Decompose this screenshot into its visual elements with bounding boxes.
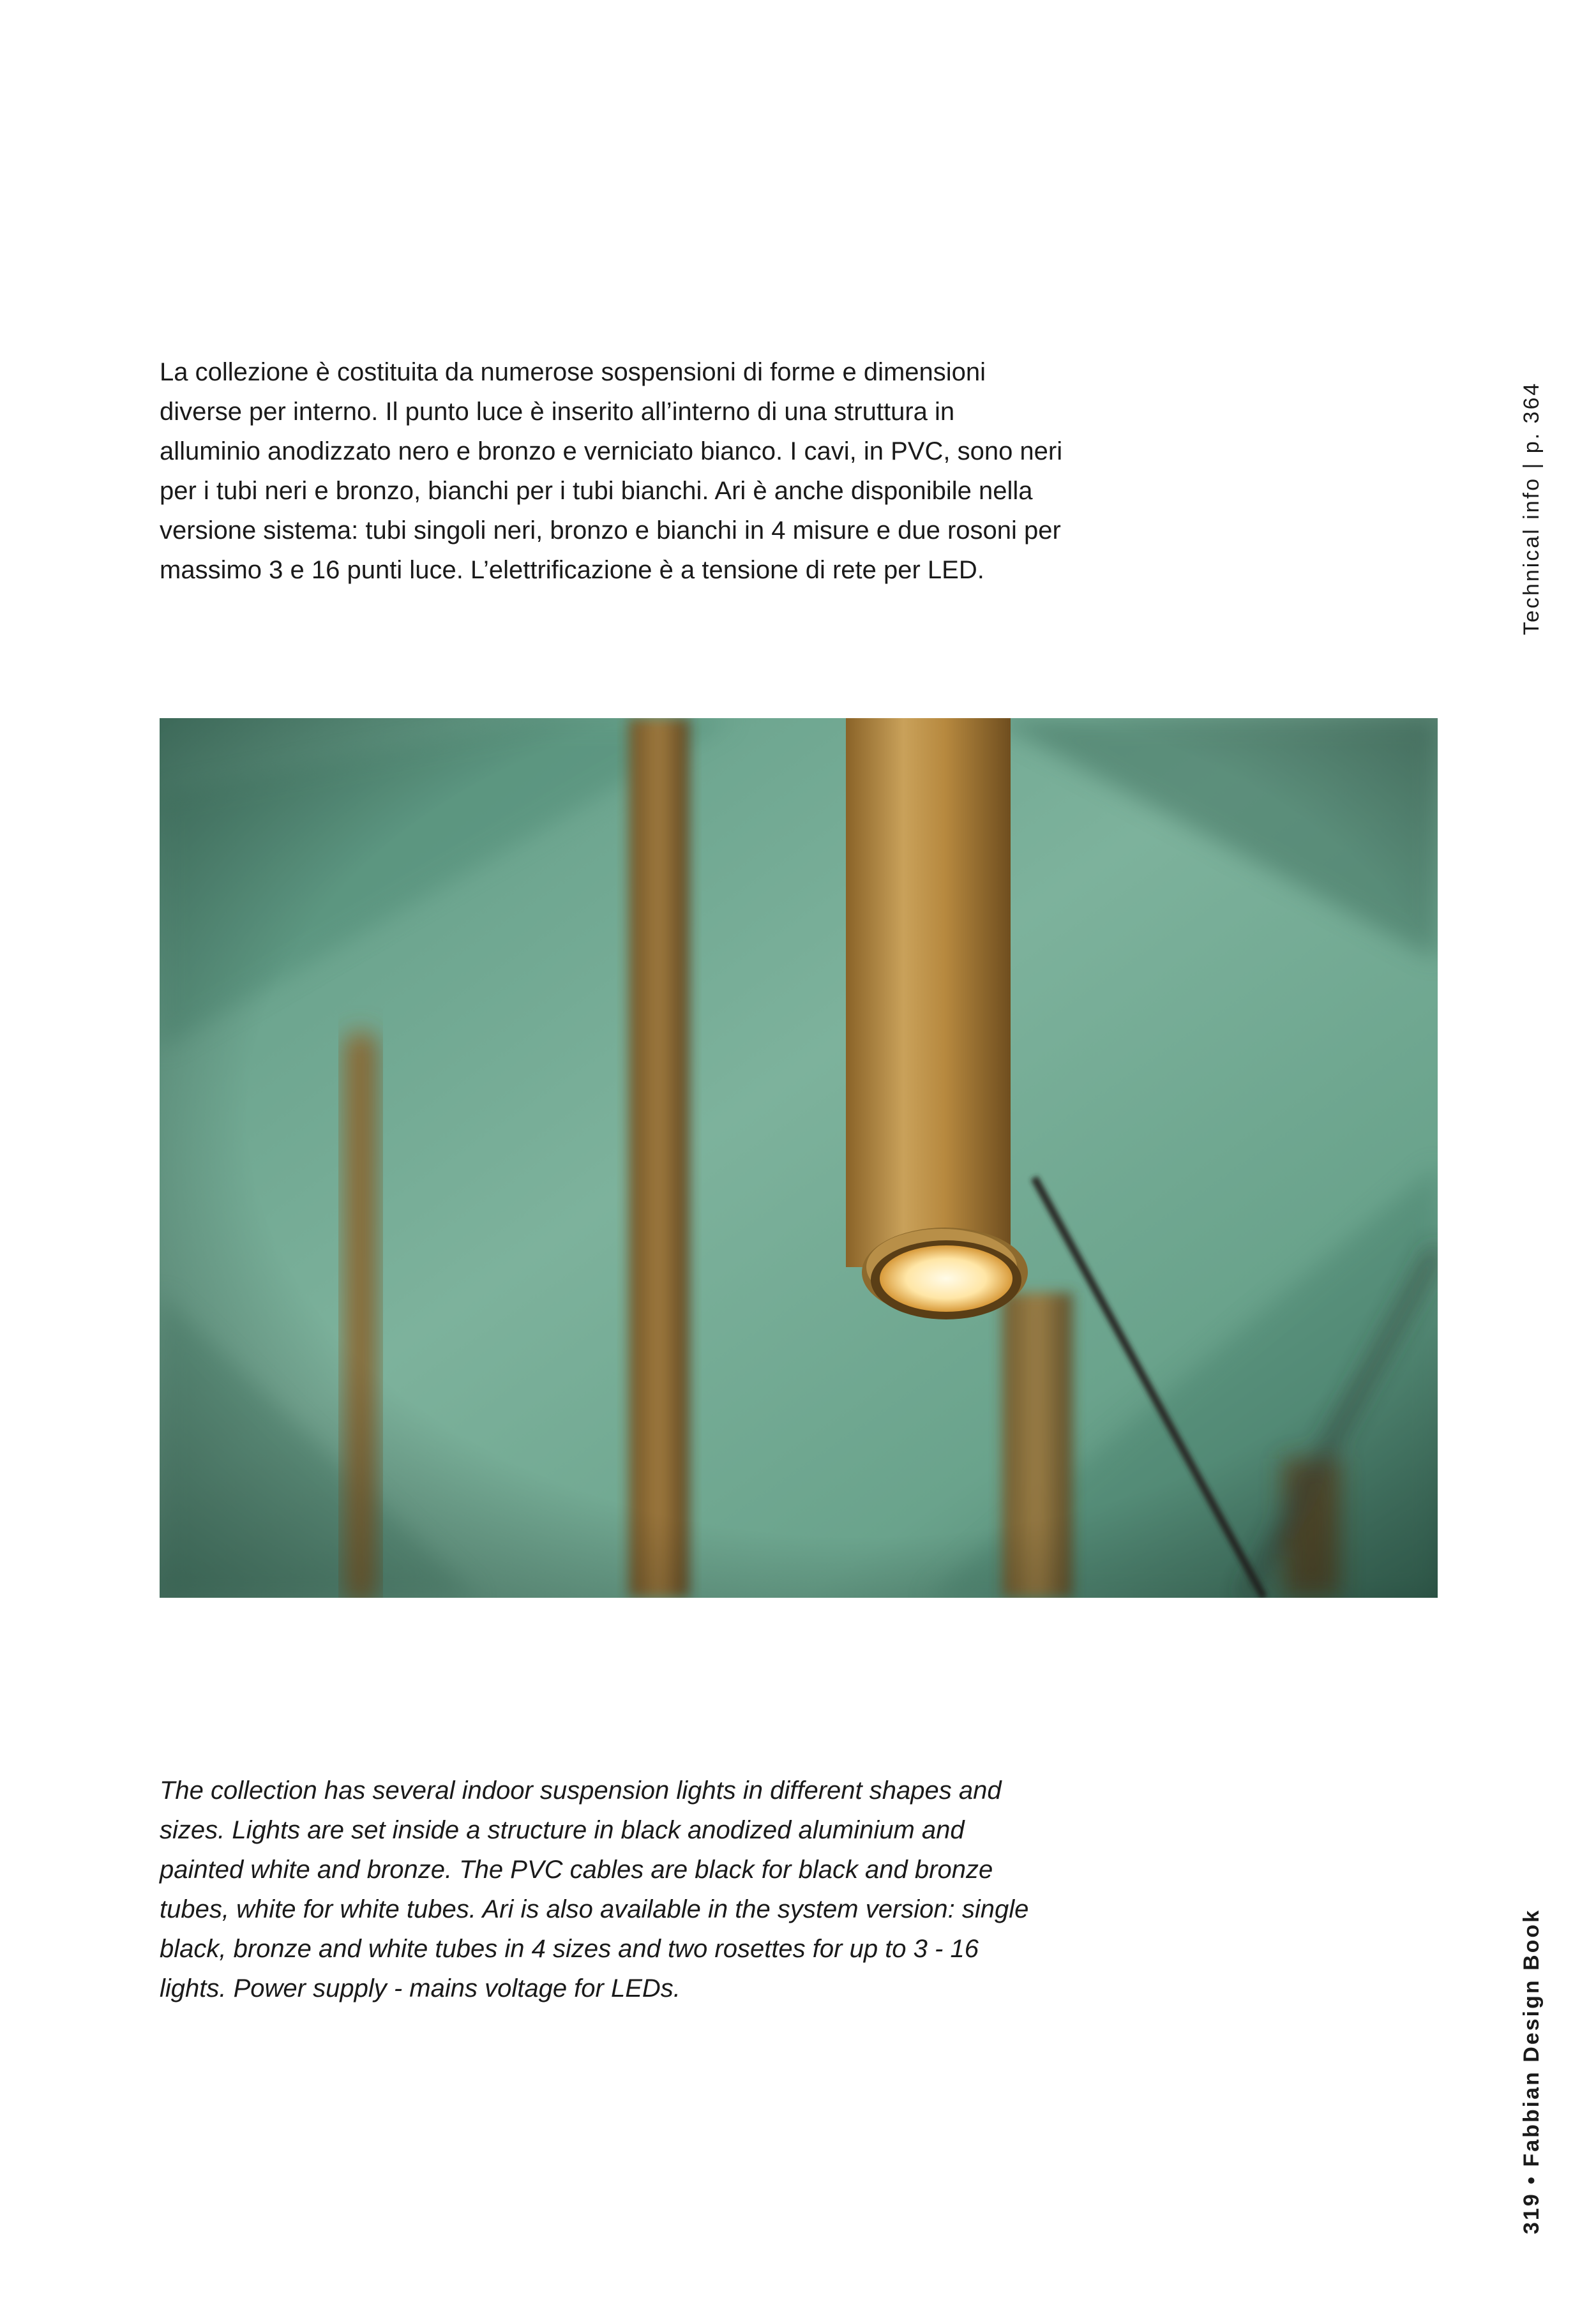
text-line: tubes, white for white tubes. Ari is also available in the system version: single [160, 1895, 1029, 1923]
text-line: La collezione è costituita da numerose sospensioni di forme e dimensioni [160, 358, 986, 386]
italian-description [160, 352, 1092, 590]
english-description [160, 1771, 1092, 2008]
product-photo [160, 718, 1438, 1598]
text-line: black, bronze and white tubes in 4 sizes and two rosettes for up to 3 - 16 [160, 1935, 979, 1963]
text-line: diverse per interno. Il punto luce è inserito all’interno di una struttura in [160, 398, 955, 426]
suspension-lamp-image [160, 718, 1438, 1598]
text-line: versione sistema: tubi singoli neri, bronzo e bianchi in 4 misure e due rosoni per [160, 516, 1061, 545]
text-line: per i tubi neri e bronzo, bianchi per i tubi bianchi. Ari è anche disponibile nella [160, 477, 1033, 505]
text-line: massimo 3 e 16 punti luce. L’elettrificazione è a tensione di rete per LED. [160, 556, 984, 584]
text-line: The collection has several indoor suspension lights in different shapes and [160, 1777, 1002, 1805]
text-line: sizes. Lights are set inside a structure in black anodized aluminium and [160, 1816, 965, 1844]
text-line: painted white and bronze. The PVC cables are black for black and bronze [160, 1856, 993, 1884]
page-footer-book-title: 319 • Fabbian Design Book [1519, 1908, 1544, 2234]
text-line: alluminio anodizzato nero e bronzo e verniciato bianco. I cavi, in PVC, sono neri [160, 437, 1063, 465]
technical-info-reference: Technical info | p. 364 [1519, 381, 1544, 635]
text-line: lights. Power supply - mains voltage for LEDs. [160, 1974, 681, 2002]
